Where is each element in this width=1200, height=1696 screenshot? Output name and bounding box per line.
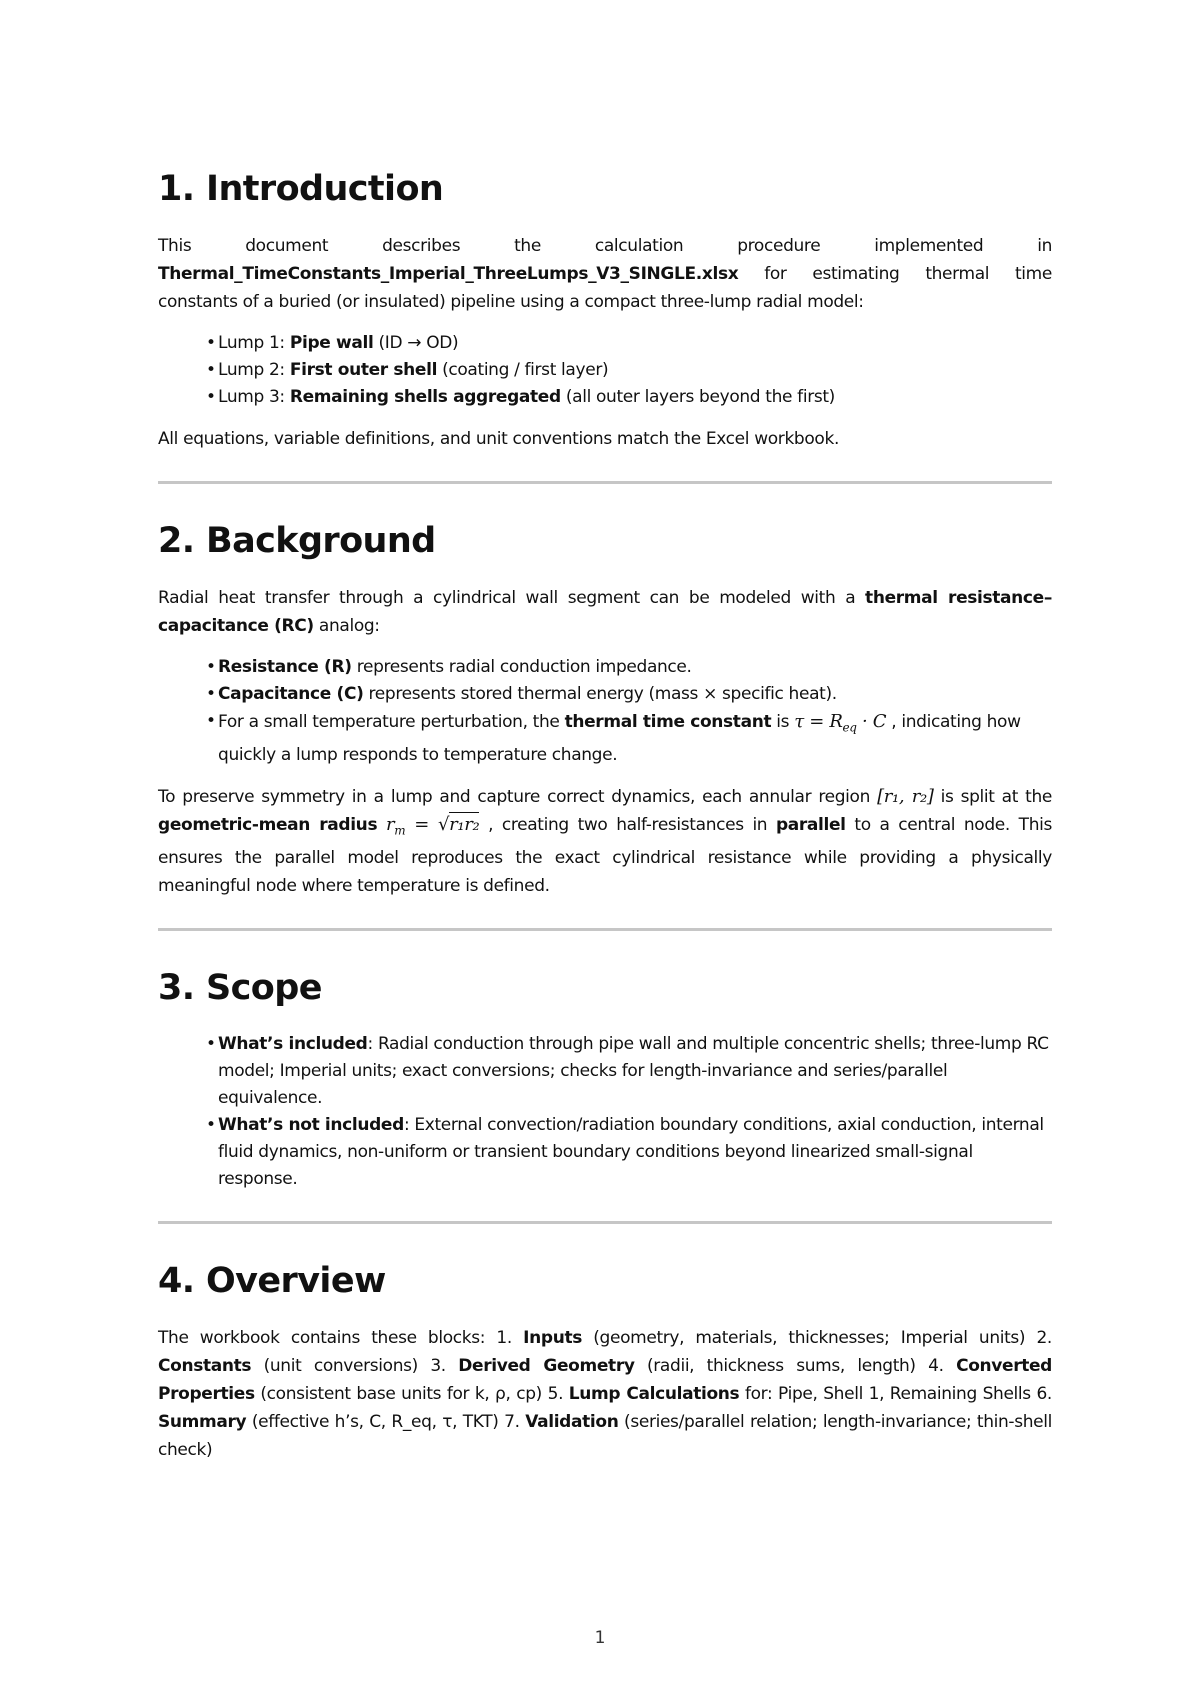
section-divider	[158, 481, 1052, 484]
conventions-paragraph: All equations, variable definitions, and unit conventions match the Excel workbook.	[158, 429, 840, 449]
section-divider	[158, 1221, 1052, 1224]
geometric-mean-equation: $r_m = √r_1r_2$	[385, 813, 480, 838]
workbook-filename: Thermal_TimeConstants_Imperial_ThreeLumps_V3_SINGLE.xlsx	[158, 264, 739, 284]
annular-interval: [r₁, r₂]	[877, 785, 934, 807]
rc-list	[158, 654, 1052, 769]
list-item: • Capacitance (C) represents stored thermal energy (mass × specific heat).	[206, 684, 837, 704]
background-paragraph: Radial heat transfer through a cylindrical wall segment can be modeled with a thermal resistance–capacitance (RC) analog:	[158, 588, 1052, 636]
section-divider	[158, 928, 1052, 931]
overview-paragraph: The workbook contains these blocks: 1. Inputs (geometry, materials, thicknesses; Imperial units) 2. Constants (unit conversions) 3. Derived Geometry (radii, thickness sums, length) 4. Converted Properties (consistent base units for k, ρ, cp) 5. Lump Calculations for: Pipe, Shell 1, Remaining Shells 6. Summary (effective h’s, C, R_eq, τ, TKT) 7. Validation (series/parallel relation; length-invariance; thin-shell check)	[158, 1328, 1053, 1461]
geometric-mean-paragraph: To preserve symmetry in a lump and capture correct dynamics, each annular region [r₁, r₂] is split at the geometric-mean radius $r_m = √r_1r_2$ , creating two half-resistances in parallel to a central node. This ensures the parallel model reproduces the exact cylindrical resistance while providing a physically meaningful node where temperature is defined.	[158, 785, 1052, 897]
list-item: • Lump 1: Pipe wall (ID → OD)	[206, 333, 459, 353]
list-item: • Resistance (R) represents radial conduction impedance.	[206, 657, 692, 677]
list-item: • For a small temperature perturbation, the thermal time constant is $\tau = R_{eq} \cdot C$ , indicating how quickly a lump responds to temperature change.	[206, 711, 1021, 765]
section-heading-introduction: 1. Introduction	[158, 169, 444, 209]
document-page	[158, 168, 1052, 1478]
lump-list	[158, 330, 1052, 411]
scope-list	[158, 1031, 1052, 1193]
section-heading-overview: 4. Overview	[158, 1261, 386, 1302]
list-item: • Lump 2: First outer shell (coating / first layer)	[206, 360, 609, 380]
list-item: • What’s included: Radial conduction through pipe wall and multiple concentric shells; three-lump RC model; Imperial units; exact conversions; checks for length-invariance and series/parallel equivalence.	[206, 1034, 1049, 1109]
intro-paragraph: This document describes the calculation procedure implemented in Thermal_TimeConstants_Imperial_ThreeLumps_V3_SINGLE.xlsx for estimating thermal time constants of a buried (or insulated) pipeline using a compact three-lump radial model:	[158, 236, 1052, 312]
time-constant-equation: $\tau = R_{eq} \cdot C$	[794, 711, 887, 735]
page-number: 1	[594, 1628, 606, 1648]
section-heading-background: 2. Background	[158, 521, 436, 561]
list-item: • What’s not included: External convection/radiation boundary conditions, axial conduction, internal fluid dynamics, non-uniform or transient boundary conditions beyond linearized small-signal response.	[206, 1115, 1044, 1190]
section-heading-scope: 3. Scope	[158, 968, 322, 1009]
list-item: • Lump 3: Remaining shells aggregated (all outer layers beyond the first)	[206, 387, 835, 407]
